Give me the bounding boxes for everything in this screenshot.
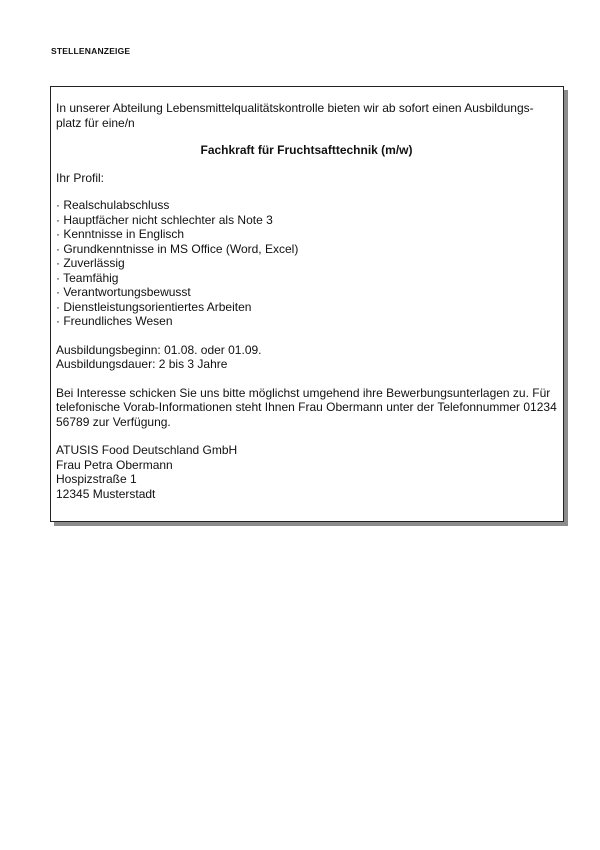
profile-item: · Verantwortungsbewusst — [56, 285, 191, 299]
profile-item: · Realschulabschluss — [56, 198, 170, 212]
contact-city: 12345 Musterstadt — [56, 486, 156, 501]
training-duration: Ausbildungsdauer: 2 bis 3 Jahre — [56, 357, 228, 371]
job-title: Fachkraft für Fruchtsafttechnik (m/w) — [200, 143, 413, 157]
profile-item: · Freundliches Wesen — [56, 314, 173, 328]
training-start: Ausbildungsbeginn: 01.08. oder 01.09. — [56, 342, 262, 357]
profile-list — [56, 198, 557, 329]
job-ad-box — [50, 86, 564, 522]
application-note: Bei Interesse schicken Sie uns bitte möglichst umgehend ihre Bewerbungsunterlagen zu. Für telefonische Vorab-Informationen steht Ihnen Frau Obermann unter der Telefonnummer 01234 56789 zur Verfügung. — [56, 385, 557, 429]
profile-item: · Kenntnisse in Englisch — [56, 227, 185, 241]
intro-text: In unserer Abteilung Lebensmittelqualitätskontrolle bieten wir ab sofort einen Ausbildungs-platz für eine/n — [56, 101, 534, 130]
training-info — [56, 343, 557, 372]
profile-item: · Grundkenntnisse in MS Office (Word, Excel) — [56, 241, 299, 256]
contact-street: Hospizstraße 1 — [56, 472, 137, 486]
contact-company: ATUSIS Food Deutschland GmbH — [56, 443, 238, 457]
profile-label: Ihr Profil: — [56, 170, 105, 185]
contact-person: Frau Petra Obermann — [56, 457, 173, 472]
profile-item: · Dienstleistungsorientiertes Arbeiten — [56, 299, 252, 314]
contact-address — [56, 443, 557, 501]
profile-item: · Teamfähig — [56, 270, 119, 285]
profile-item: · Hauptfächer nicht schlechter als Note 3 — [56, 212, 273, 227]
page-heading: STELLENANZEIGE — [51, 46, 131, 56]
profile-item: · Zuverlässig — [56, 256, 125, 270]
